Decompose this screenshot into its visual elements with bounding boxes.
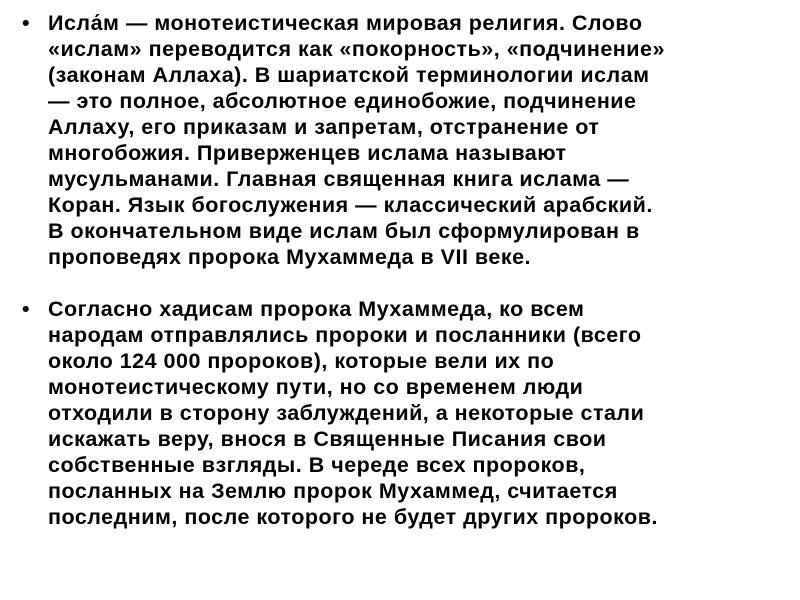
bullet-paragraph-1 (22, 10, 782, 270)
text-line: монотеистическому пути, но со временем люди (48, 375, 584, 399)
text-line: многобожия. Приверженцев ислама называют (48, 141, 567, 165)
text-line: Аллаху, его приказам и запретам, отстранение от (48, 115, 600, 139)
bullet-dot-icon: • (22, 297, 31, 321)
text-line: около 124 000 пророков), которые вели их по (48, 349, 555, 373)
text-line: искажать веру, внося в Священные Писания свои (48, 427, 607, 451)
text-line: Согласно хадисам пророка Мухаммеда, ко всем (48, 297, 585, 321)
text-line: последним, после которого не будет других пророков. (48, 505, 658, 529)
bullet-list (22, 10, 782, 530)
text-line: мусульманами. Главная священная книга ислама — (48, 167, 630, 191)
text-line: проповедях пророка Мухаммеда в VII веке. (48, 245, 532, 269)
text-line: В окончательном виде ислам был сформулирован в (48, 219, 640, 243)
text-line: отходили в сторону заблуждений, а некоторые стали (48, 401, 645, 425)
bullet-dot-icon: • (22, 11, 31, 35)
text-line: (законам Аллаха). В шариатской терминологии ислам (48, 63, 650, 87)
text-line: посланных на Землю пророк Мухаммед, считается (48, 479, 618, 503)
text-line: «ислам» переводится как «покорность», «подчинение» (48, 37, 665, 61)
bullet-paragraph-2 (22, 296, 782, 530)
text-line: Коран. Язык богослужения — классический арабский. (48, 193, 653, 217)
text-line: Исла́м — монотеистическая мировая религия. Слово (48, 11, 643, 35)
text-line: — это полное, абсолютное единобожие, подчинение (48, 89, 637, 113)
text-line: народам отправлялись пророки и посланники (всего (48, 323, 642, 347)
text-line: собственные взгляды. В череде всех пророков, (48, 453, 586, 477)
